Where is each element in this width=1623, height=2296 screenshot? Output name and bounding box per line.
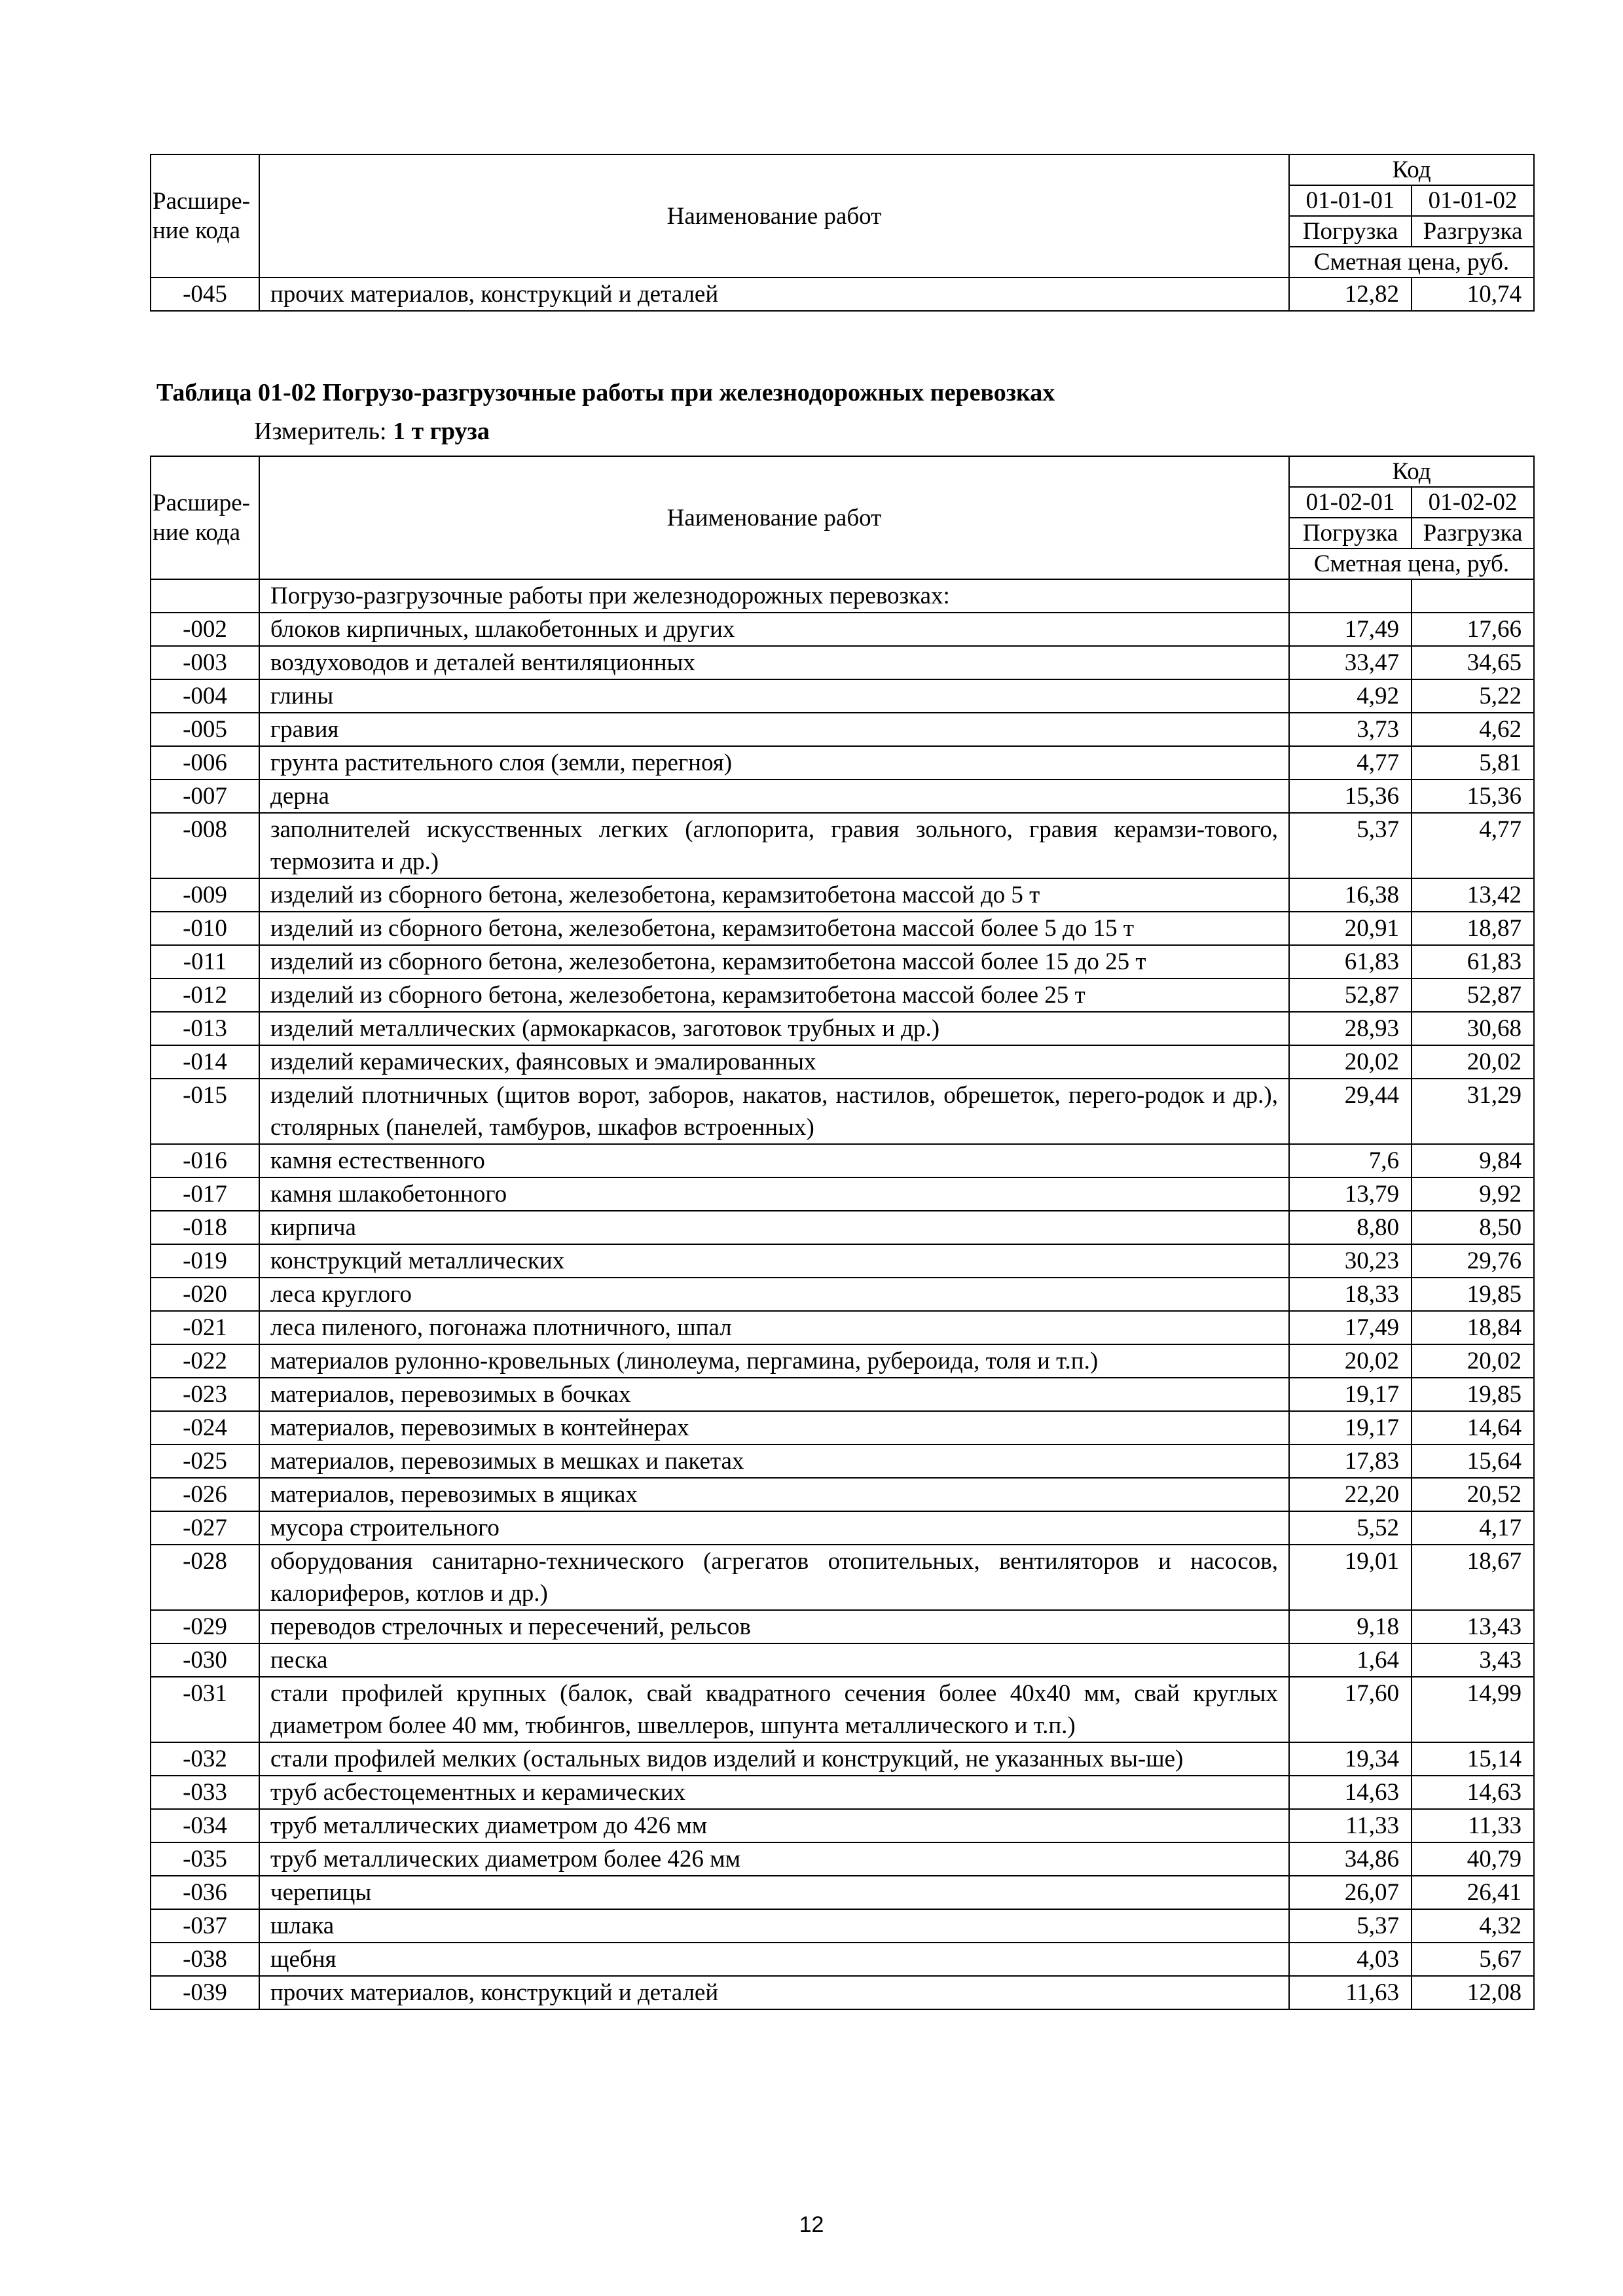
row-code: -005 — [151, 713, 259, 746]
row-code: -033 — [151, 1776, 259, 1809]
table-row — [151, 1876, 1534, 1909]
table-row — [151, 713, 1534, 746]
row-loading-price: 17,49 — [1289, 613, 1412, 646]
row-code: -024 — [151, 1411, 259, 1444]
row-unloading-price: 31,29 — [1412, 1079, 1534, 1144]
row-code: -009 — [151, 878, 259, 912]
table-row — [151, 1943, 1534, 1976]
table-row — [151, 1045, 1534, 1079]
table-row — [151, 1344, 1534, 1378]
row-loading-price: 4,92 — [1289, 679, 1412, 713]
row-code: -027 — [151, 1511, 259, 1545]
row-name: гравия — [259, 713, 1289, 746]
row-code: -029 — [151, 1610, 259, 1643]
row-unloading-price: 4,17 — [1412, 1511, 1534, 1545]
row-unloading-price: 14,63 — [1412, 1776, 1534, 1809]
row-code: -036 — [151, 1876, 259, 1909]
row-unloading-price: 3,43 — [1412, 1643, 1534, 1677]
row-unloading-price: 10,74 — [1412, 278, 1534, 311]
header-code: Код — [1289, 154, 1534, 185]
row-loading-price: 33,47 — [1289, 646, 1412, 679]
row-unloading-price: 5,81 — [1412, 746, 1534, 780]
group-v2-cell — [1412, 579, 1534, 613]
row-unloading-price: 9,92 — [1412, 1177, 1534, 1211]
header-price: Сметная цена, руб. — [1289, 548, 1534, 579]
row-loading-price: 4,03 — [1289, 1943, 1412, 1976]
table1-body — [151, 278, 1534, 311]
row-loading-price: 9,18 — [1289, 1610, 1412, 1643]
header-ext-code: Расшире-ние кода — [151, 154, 259, 278]
row-code: -011 — [151, 945, 259, 978]
row-unloading-price: 52,87 — [1412, 978, 1534, 1012]
table-row — [151, 1177, 1534, 1211]
row-name: блоков кирпичных, шлакобетонных и других — [259, 613, 1289, 646]
row-loading-price: 20,02 — [1289, 1045, 1412, 1079]
table-group-row — [151, 579, 1534, 613]
row-unloading-price: 30,68 — [1412, 1012, 1534, 1045]
row-loading-price: 26,07 — [1289, 1876, 1412, 1909]
row-name: прочих материалов, конструкций и деталей — [259, 1976, 1289, 2009]
row-name: материалов, перевозимых в контейнерах — [259, 1411, 1289, 1444]
row-loading-price: 11,33 — [1289, 1809, 1412, 1842]
row-unloading-price: 8,50 — [1412, 1211, 1534, 1244]
row-unloading-price: 14,99 — [1412, 1677, 1534, 1742]
row-code: -037 — [151, 1909, 259, 1943]
group-v1-cell — [1289, 579, 1412, 613]
group-code-cell — [151, 579, 259, 613]
header-col2-code: 01-02-02 — [1412, 487, 1534, 518]
row-loading-price: 29,44 — [1289, 1079, 1412, 1144]
row-name: изделий плотничных (щитов ворот, заборов, накатов, настилов, обрешеток, перего-родок и др.), столярных (панелей, тамбуров, шкафов встроенных) — [259, 1079, 1289, 1144]
row-unloading-price: 15,14 — [1412, 1742, 1534, 1776]
table-row — [151, 1909, 1534, 1943]
row-name: черепицы — [259, 1876, 1289, 1909]
row-code: -014 — [151, 1045, 259, 1079]
row-loading-price: 19,34 — [1289, 1742, 1412, 1776]
table-row — [151, 746, 1534, 780]
header-col2-name: Разгрузка — [1412, 518, 1534, 548]
row-unloading-price: 9,84 — [1412, 1144, 1534, 1177]
row-name: дерна — [259, 780, 1289, 813]
table-row — [151, 813, 1534, 878]
row-loading-price: 3,73 — [1289, 713, 1412, 746]
row-name: изделий из сборного бетона, железобетона, керамзитобетона массой более 15 до 25 т — [259, 945, 1289, 978]
table-row — [151, 1444, 1534, 1478]
unit-value: 1 т груза — [393, 418, 490, 445]
table-row — [151, 1278, 1534, 1311]
row-loading-price: 12,82 — [1289, 278, 1412, 311]
row-name: изделий из сборного бетона, железобетона, керамзитобетона массой до 5 т — [259, 878, 1289, 912]
row-unloading-price: 4,32 — [1412, 1909, 1534, 1943]
row-name: изделий металлических (армокаркасов, заготовок трубных и др.) — [259, 1012, 1289, 1045]
row-code: -015 — [151, 1079, 259, 1144]
group-title: Погрузо-разгрузочные работы при железнодорожных перевозках: — [259, 579, 1289, 613]
table-row — [151, 1311, 1534, 1344]
row-loading-price: 30,23 — [1289, 1244, 1412, 1278]
row-unloading-price: 20,02 — [1412, 1344, 1534, 1378]
row-unloading-price: 5,22 — [1412, 679, 1534, 713]
row-name: грунта растительного слоя (земли, перегноя) — [259, 746, 1289, 780]
table-row — [151, 1776, 1534, 1809]
row-loading-price: 17,83 — [1289, 1444, 1412, 1478]
table-row — [151, 1842, 1534, 1876]
row-loading-price: 4,77 — [1289, 746, 1412, 780]
table-title: Таблица 01-02 Погрузо-разгрузочные работы при железнодорожных перевозках — [156, 379, 1055, 406]
row-name: материалов рулонно-кровельных (линолеума, пергамина, рубероида, толя и т.п.) — [259, 1344, 1289, 1378]
row-loading-price: 8,80 — [1289, 1211, 1412, 1244]
row-code: -017 — [151, 1177, 259, 1211]
table-row — [151, 1976, 1534, 2009]
row-code: -019 — [151, 1244, 259, 1278]
row-loading-price: 5,37 — [1289, 813, 1412, 878]
row-name: мусора строительного — [259, 1511, 1289, 1545]
row-unloading-price: 26,41 — [1412, 1876, 1534, 1909]
row-loading-price: 5,52 — [1289, 1511, 1412, 1545]
row-name: леса пиленого, погонажа плотничного, шпал — [259, 1311, 1289, 1344]
row-code: -045 — [151, 278, 259, 311]
row-loading-price: 22,20 — [1289, 1478, 1412, 1511]
row-loading-price: 34,86 — [1289, 1842, 1412, 1876]
table-row — [151, 679, 1534, 713]
row-loading-price: 28,93 — [1289, 1012, 1412, 1045]
row-name: глины — [259, 679, 1289, 713]
row-loading-price: 15,36 — [1289, 780, 1412, 813]
header-work-name: Наименование работ — [259, 154, 1289, 278]
row-code: -025 — [151, 1444, 259, 1478]
row-code: -021 — [151, 1311, 259, 1344]
row-name: песка — [259, 1643, 1289, 1677]
row-unloading-price: 34,65 — [1412, 646, 1534, 679]
table-row — [151, 1545, 1534, 1610]
row-name: шлака — [259, 1909, 1289, 1943]
header-col1-code: 01-02-01 — [1289, 487, 1412, 518]
table-01-02 — [150, 456, 1535, 2010]
row-unloading-price: 20,52 — [1412, 1478, 1534, 1511]
row-loading-price: 20,91 — [1289, 912, 1412, 945]
header-col1-name: Погрузка — [1289, 518, 1412, 548]
row-unloading-price: 14,64 — [1412, 1411, 1534, 1444]
row-code: -023 — [151, 1378, 259, 1411]
row-unloading-price: 11,33 — [1412, 1809, 1534, 1842]
row-code: -035 — [151, 1842, 259, 1876]
table-row — [151, 1511, 1534, 1545]
row-code: -002 — [151, 613, 259, 646]
unit-line — [254, 415, 490, 448]
row-unloading-price: 17,66 — [1412, 613, 1534, 646]
row-name: леса круглого — [259, 1278, 1289, 1311]
page-number: 12 — [799, 2212, 824, 2237]
table-row — [151, 912, 1534, 945]
row-code: -016 — [151, 1144, 259, 1177]
row-name: камня естественного — [259, 1144, 1289, 1177]
row-loading-price: 13,79 — [1289, 1177, 1412, 1211]
row-loading-price: 16,38 — [1289, 878, 1412, 912]
row-name: материалов, перевозимых в мешках и пакетах — [259, 1444, 1289, 1478]
header-work-name: Наименование работ — [259, 456, 1289, 579]
row-unloading-price: 29,76 — [1412, 1244, 1534, 1278]
row-code: -010 — [151, 912, 259, 945]
row-loading-price: 52,87 — [1289, 978, 1412, 1012]
header-code: Код — [1289, 456, 1534, 487]
row-name: кирпича — [259, 1211, 1289, 1244]
row-unloading-price: 20,02 — [1412, 1045, 1534, 1079]
row-name: труб металлических диаметром до 426 мм — [259, 1809, 1289, 1842]
row-loading-price: 61,83 — [1289, 945, 1412, 978]
row-unloading-price: 15,36 — [1412, 780, 1534, 813]
row-unloading-price: 18,67 — [1412, 1545, 1534, 1610]
table-row — [151, 1378, 1534, 1411]
row-code: -022 — [151, 1344, 259, 1378]
table-row — [151, 878, 1534, 912]
table-row — [151, 1012, 1534, 1045]
table-row — [151, 646, 1534, 679]
row-loading-price: 19,17 — [1289, 1411, 1412, 1444]
row-name: щебня — [259, 1943, 1289, 1976]
row-name: конструкций металлических — [259, 1244, 1289, 1278]
row-code: -006 — [151, 746, 259, 780]
row-unloading-price: 40,79 — [1412, 1842, 1534, 1876]
header-price: Сметная цена, руб. — [1289, 247, 1534, 278]
row-name: труб металлических диаметром более 426 мм — [259, 1842, 1289, 1876]
table-row — [151, 1809, 1534, 1842]
row-code: -028 — [151, 1545, 259, 1610]
table-row — [151, 1144, 1534, 1177]
table2-body — [151, 613, 1534, 2009]
row-name: переводов стрелочных и пересечений, рельсов — [259, 1610, 1289, 1643]
row-unloading-price: 19,85 — [1412, 1278, 1534, 1311]
table-row — [151, 978, 1534, 1012]
row-name: стали профилей крупных (балок, свай квадратного сечения более 40x40 мм, свай круглых диаметром более 40 мм, тюбингов, швеллеров, шпунта металлического и т.п.) — [259, 1677, 1289, 1742]
table-row — [151, 1079, 1534, 1144]
row-name: прочих материалов, конструкций и деталей — [259, 278, 1289, 311]
row-name: изделий из сборного бетона, железобетона, керамзитобетона массой более 25 т — [259, 978, 1289, 1012]
row-unloading-price: 15,64 — [1412, 1444, 1534, 1478]
row-loading-price: 19,01 — [1289, 1545, 1412, 1610]
row-code: -039 — [151, 1976, 259, 2009]
row-code: -013 — [151, 1012, 259, 1045]
table-row — [151, 613, 1534, 646]
row-code: -038 — [151, 1943, 259, 1976]
table-row — [151, 278, 1534, 311]
row-loading-price: 14,63 — [1289, 1776, 1412, 1809]
row-code: -031 — [151, 1677, 259, 1742]
row-name: стали профилей мелких (остальных видов изделий и конструкций, не указанных вы-ше) — [259, 1742, 1289, 1776]
table-row — [151, 1610, 1534, 1643]
row-name: материалов, перевозимых в ящиках — [259, 1478, 1289, 1511]
table-row — [151, 1411, 1534, 1444]
row-unloading-price: 13,43 — [1412, 1610, 1534, 1643]
table-01-01-continuation — [150, 154, 1535, 312]
row-loading-price: 19,17 — [1289, 1378, 1412, 1411]
row-name: воздуховодов и деталей вентиляционных — [259, 646, 1289, 679]
header-col2-name: Разгрузка — [1412, 216, 1534, 247]
row-unloading-price: 13,42 — [1412, 878, 1534, 912]
row-code: -032 — [151, 1742, 259, 1776]
row-loading-price: 7,6 — [1289, 1144, 1412, 1177]
row-code: -026 — [151, 1478, 259, 1511]
row-loading-price: 11,63 — [1289, 1976, 1412, 2009]
row-unloading-price: 61,83 — [1412, 945, 1534, 978]
row-code: -030 — [151, 1643, 259, 1677]
row-code: -018 — [151, 1211, 259, 1244]
table-row — [151, 1244, 1534, 1278]
row-loading-price: 17,60 — [1289, 1677, 1412, 1742]
row-code: -003 — [151, 646, 259, 679]
row-name: изделий керамических, фаянсовых и эмалированных — [259, 1045, 1289, 1079]
row-name: камня шлакобетонного — [259, 1177, 1289, 1211]
header-col1-code: 01-01-01 — [1289, 185, 1412, 216]
row-name: материалов, перевозимых в бочках — [259, 1378, 1289, 1411]
row-unloading-price: 12,08 — [1412, 1976, 1534, 2009]
row-loading-price: 17,49 — [1289, 1311, 1412, 1344]
header-col2-code: 01-01-02 — [1412, 185, 1534, 216]
row-unloading-price: 18,84 — [1412, 1311, 1534, 1344]
table-row — [151, 1677, 1534, 1742]
row-name: заполнителей искусственных легких (аглопорита, гравия зольного, гравия керамзи-тового, термозита и др.) — [259, 813, 1289, 878]
row-unloading-price: 4,77 — [1412, 813, 1534, 878]
row-unloading-price: 4,62 — [1412, 713, 1534, 746]
row-code: -034 — [151, 1809, 259, 1842]
row-name: изделий из сборного бетона, железобетона, керамзитобетона массой более 5 до 15 т — [259, 912, 1289, 945]
table-row — [151, 1478, 1534, 1511]
table-row — [151, 780, 1534, 813]
table-row — [151, 945, 1534, 978]
row-code: -012 — [151, 978, 259, 1012]
row-loading-price: 1,64 — [1289, 1643, 1412, 1677]
table-row — [151, 1211, 1534, 1244]
row-code: -020 — [151, 1278, 259, 1311]
table-row — [151, 1643, 1534, 1677]
row-loading-price: 18,33 — [1289, 1278, 1412, 1311]
row-code: -007 — [151, 780, 259, 813]
row-unloading-price: 18,87 — [1412, 912, 1534, 945]
row-loading-price: 20,02 — [1289, 1344, 1412, 1378]
row-code: -004 — [151, 679, 259, 713]
row-name: оборудования санитарно-технического (агрегатов отопительных, вентиляторов и насосов, калориферов, котлов и др.) — [259, 1545, 1289, 1610]
row-code: -008 — [151, 813, 259, 878]
header-col1-name: Погрузка — [1289, 216, 1412, 247]
table-row — [151, 1742, 1534, 1776]
unit-label: Измеритель: — [254, 418, 387, 445]
row-loading-price: 5,37 — [1289, 1909, 1412, 1943]
row-unloading-price: 5,67 — [1412, 1943, 1534, 1976]
header-ext-code: Расшире-ние кода — [151, 456, 259, 579]
row-unloading-price: 19,85 — [1412, 1378, 1534, 1411]
row-name: труб асбестоцементных и керамических — [259, 1776, 1289, 1809]
